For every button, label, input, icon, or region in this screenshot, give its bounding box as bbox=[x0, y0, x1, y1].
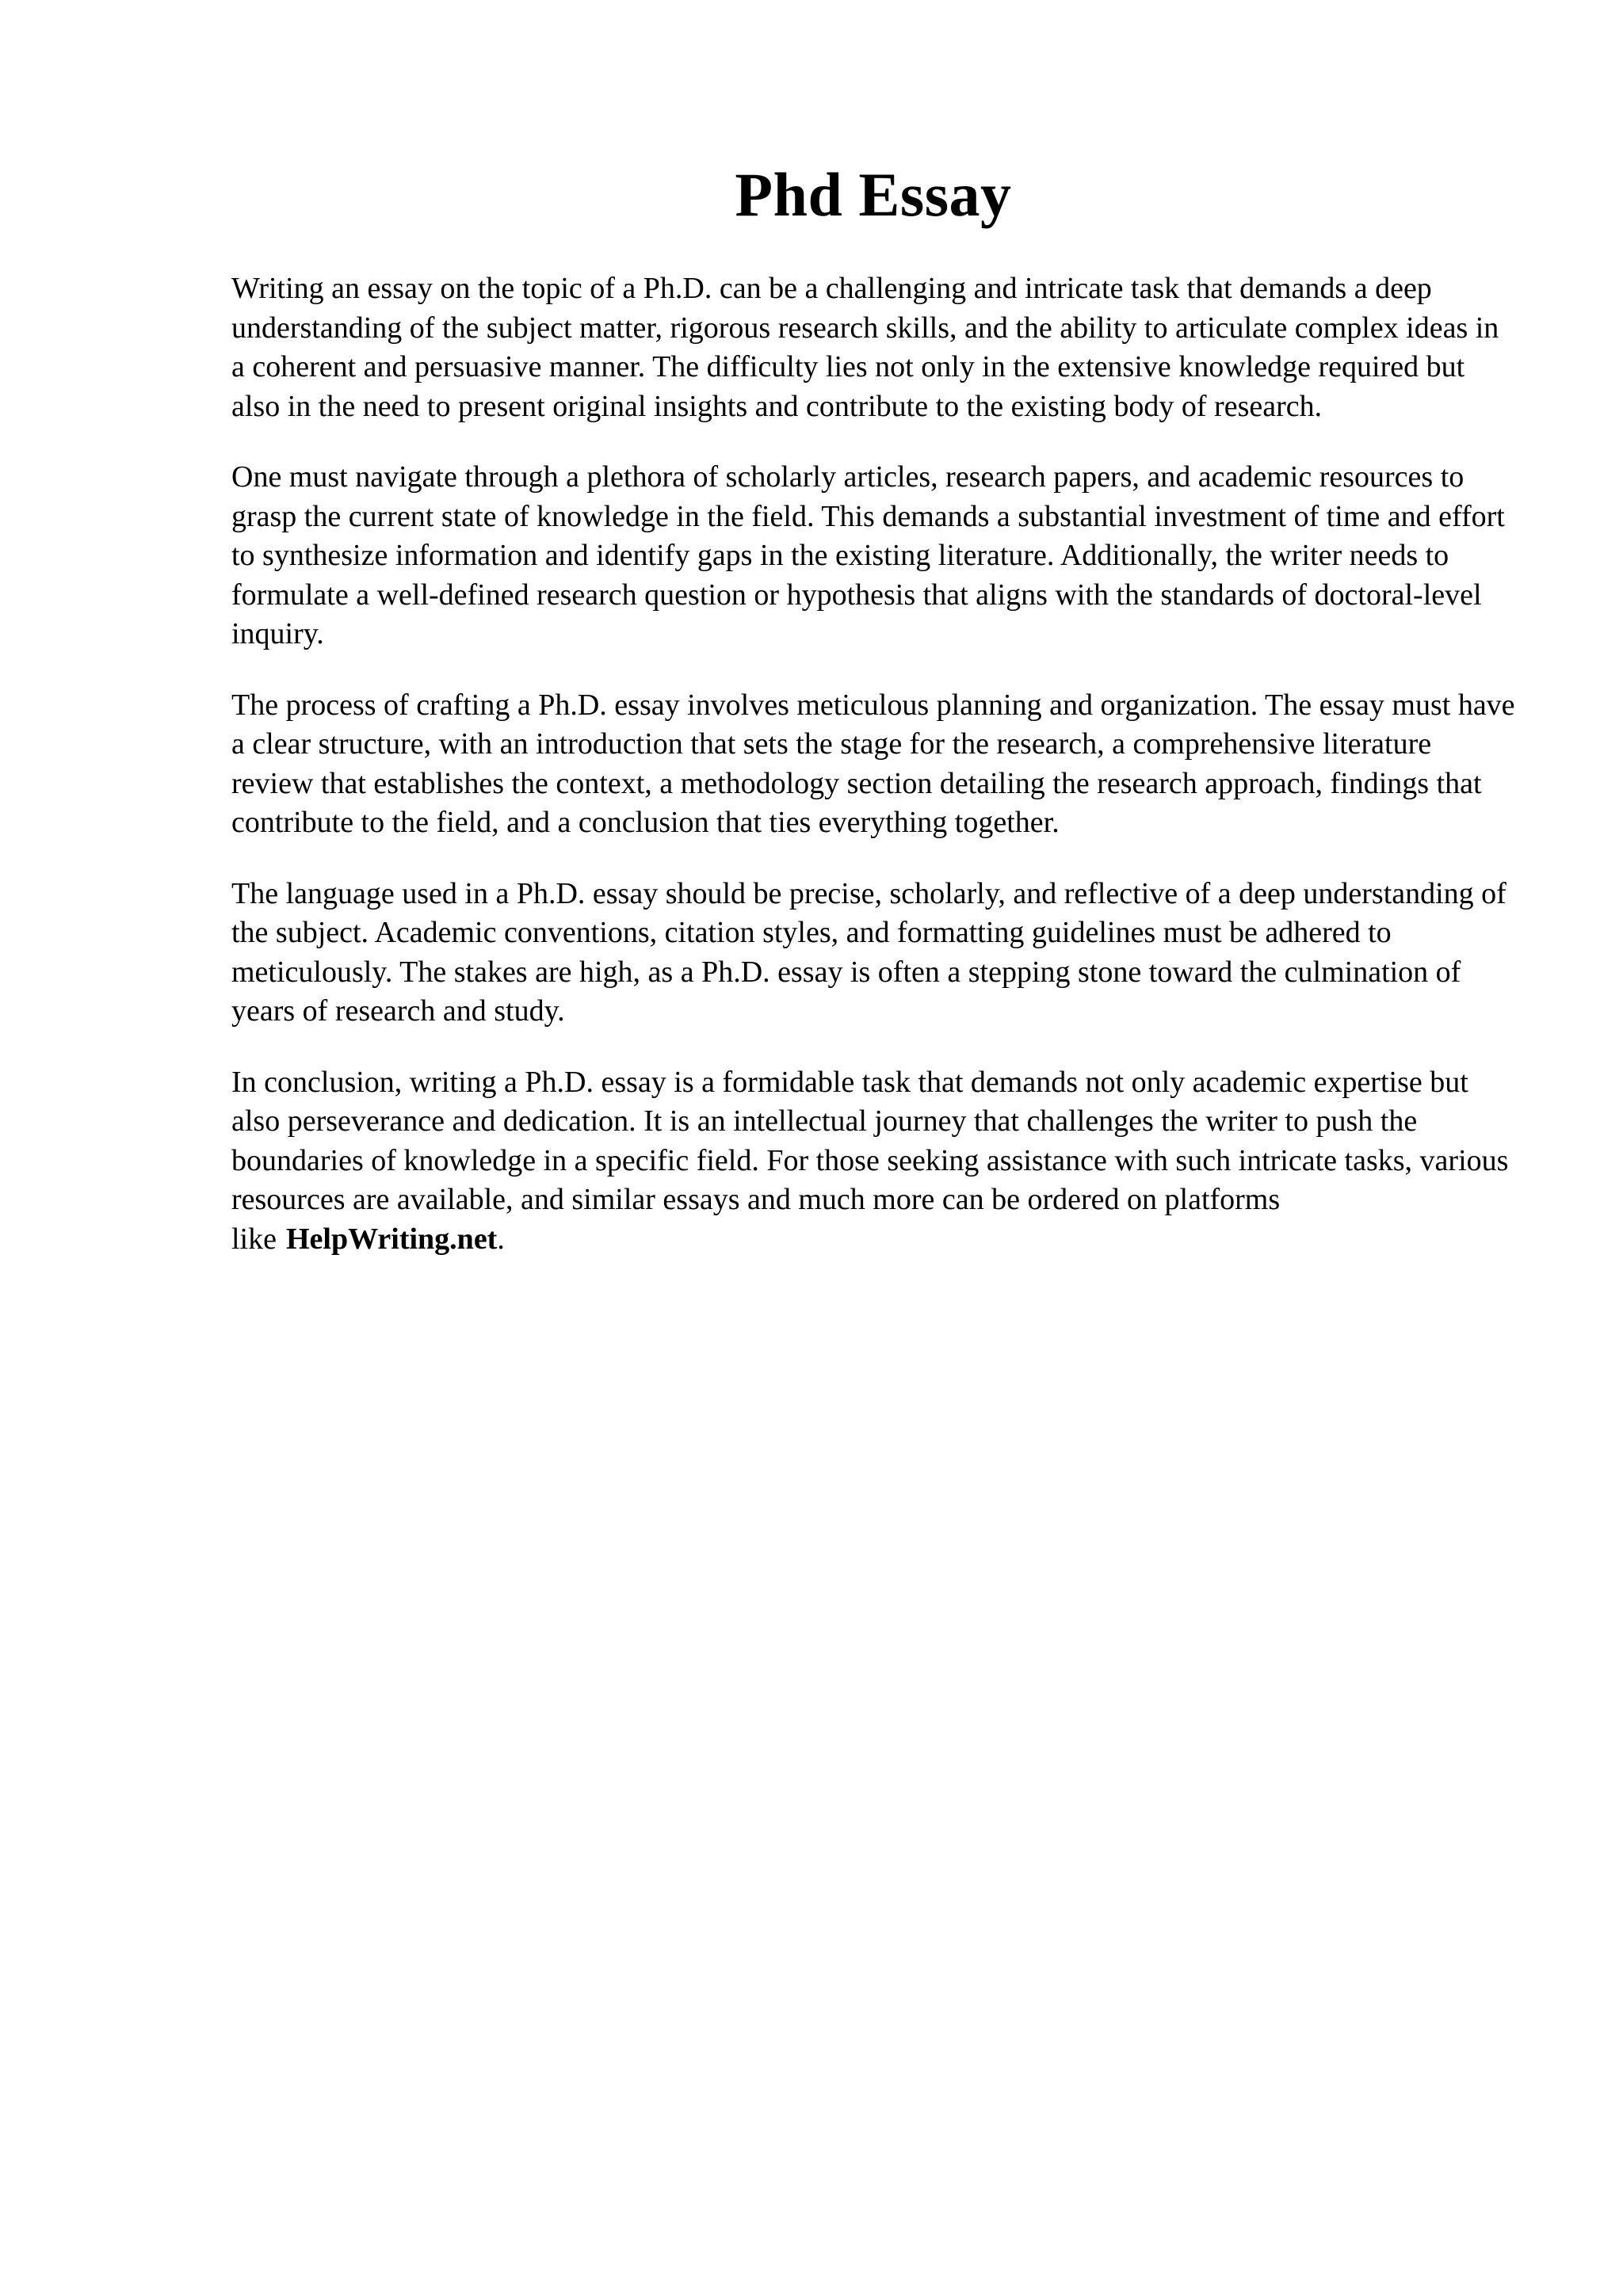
conclusion-text: In conclusion, writing a Ph.D. essay is a formidable task that demands not only academic expertise but also perseverance and dedication. It is an intellectual journey that challenges the writer to push the boundaries of knowledge in a specific field. For those seeking assistance with such intricate tasks, various resources are available, and similar essays and much more can be ordered on platforms like bbox=[231, 1065, 1509, 1256]
conclusion-end-punct: . bbox=[497, 1222, 505, 1256]
paragraph-1: Writing an essay on the topic of a Ph.D. can be a challenging and intricate task that demands a deep understanding of the subject matter, rigorous research skills, and the ability to articulate complex ideas in a coherent and persuasive manner. The difficulty lies not only in the extensive knowledge required but also in the need to present original insights and contribute to the existing body of research. bbox=[231, 272, 1499, 423]
paragraph-4: The language used in a Ph.D. essay should be precise, scholarly, and reflective of a deep understanding of the subject. Academic conventions, citation styles, and formatting guidelines must be adhered to meticulously. The stakes are high, as a Ph.D. essay is often a stepping stone toward the culmination of years of research and study. bbox=[231, 876, 1507, 1028]
document-body bbox=[231, 147, 1515, 1259]
paragraph-3: The process of crafting a Ph.D. essay involves meticulous planning and organization. The essay must have a clear structure, with an introduction that sets the stage for the research, a comprehensive literature review that establishes the context, a methodology section detailing the research approach, findings that contribute to the field, and a conclusion that ties everything together. bbox=[231, 688, 1515, 839]
page-title: Phd Essay bbox=[735, 160, 1012, 229]
helpwriting-link[interactable]: HelpWriting.net bbox=[285, 1222, 498, 1256]
paragraph-2: One must navigate through a plethora of scholarly articles, research papers, and academic resources to grasp the current state of knowledge in the field. This demands a substantial investment of time and effort to synthesize information and identify gaps in the existing literature. Additionally, the writer needs to formulate a well-defined research question or hypothesis that aligns with the standards of doctoral-level inquiry. bbox=[231, 460, 1505, 650]
paragraph-conclusion bbox=[231, 1063, 1515, 1260]
